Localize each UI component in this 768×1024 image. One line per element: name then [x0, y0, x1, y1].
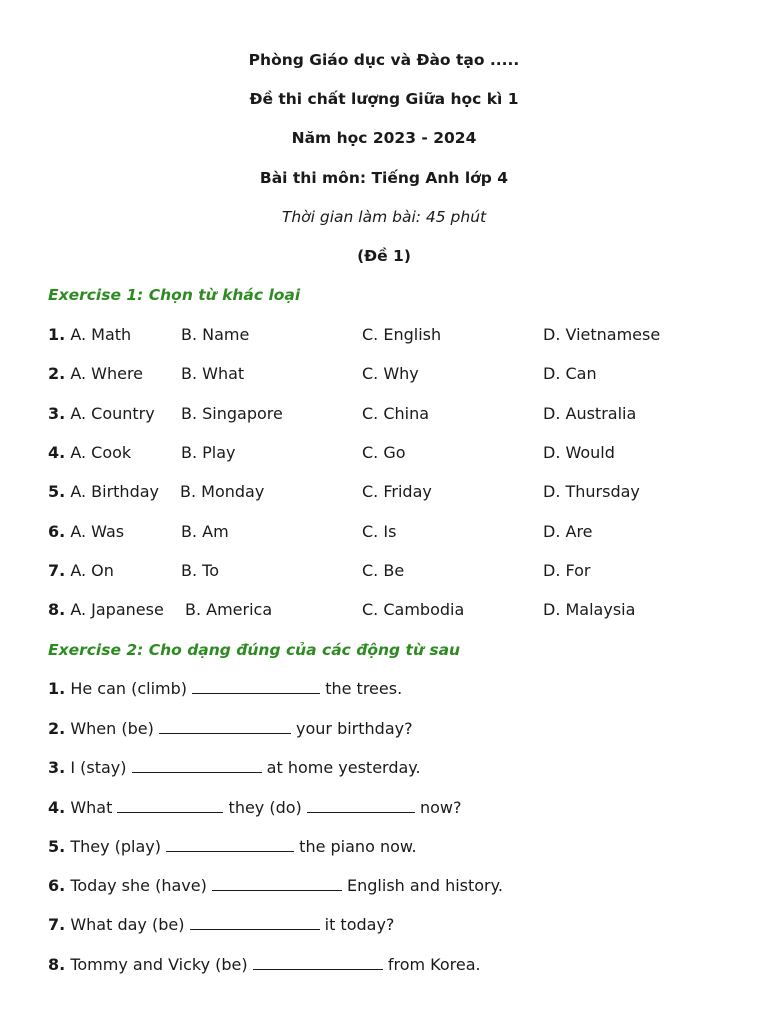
option-a-text: A. Math	[70, 325, 132, 344]
time-limit: Thời gian làm bài: 45 phút	[281, 208, 487, 226]
exercise-2-question	[0, 757, 768, 779]
exercise-1-question	[0, 324, 768, 346]
question-number: 6.	[48, 876, 66, 895]
option-a	[48, 403, 155, 425]
question-text-end: the piano now.	[299, 837, 417, 856]
question-text: They (play)	[70, 837, 161, 856]
answer-blank-2[interactable]	[307, 798, 415, 813]
question-number: 3.	[48, 758, 66, 777]
option-a	[48, 521, 124, 543]
answer-blank[interactable]	[159, 719, 291, 734]
answer-blank[interactable]	[192, 679, 320, 694]
option-a-text: A. Was	[70, 522, 125, 541]
question-line	[48, 954, 481, 976]
option-a	[48, 481, 159, 503]
exercise-2-question	[0, 718, 768, 740]
question-text-end: your birthday?	[296, 719, 413, 738]
answer-blank[interactable]	[132, 758, 262, 773]
question-text-end: at home yesterday.	[266, 758, 421, 777]
option-d: D. Australia	[543, 404, 637, 423]
question-line	[48, 718, 413, 740]
option-a-text: A. Where	[70, 364, 144, 383]
question-number: 3.	[48, 404, 66, 423]
exercise-2-title: Exercise 2: Cho dạng đúng của các động từ sau	[48, 641, 461, 659]
option-d: D. Would	[543, 443, 615, 462]
option-c: C. Is	[362, 522, 397, 541]
option-a-text: A. Country	[70, 404, 155, 423]
question-number: 6.	[48, 522, 66, 541]
exercise-2-question	[0, 954, 768, 976]
exercise-1-question	[0, 442, 768, 464]
option-d: D. Malaysia	[543, 600, 636, 619]
exam-version: (Đề 1)	[357, 247, 411, 265]
question-line	[48, 678, 402, 700]
question-text-end: from Korea.	[387, 955, 481, 974]
question-number: 2.	[48, 719, 66, 738]
option-c: C. Friday	[362, 482, 432, 501]
question-line	[48, 914, 394, 936]
option-b: B. America	[185, 600, 273, 619]
option-c: C. Cambodia	[362, 600, 465, 619]
exercise-1-question	[0, 599, 768, 621]
option-d: D. Vietnamese	[543, 325, 661, 344]
question-number: 1.	[48, 325, 66, 344]
question-number: 4.	[48, 443, 66, 462]
option-a	[48, 324, 131, 346]
answer-blank[interactable]	[190, 915, 320, 930]
exercise-1-question	[0, 481, 768, 503]
option-b: B. Monday	[180, 482, 265, 501]
question-number: 7.	[48, 915, 66, 934]
question-number: 2.	[48, 364, 66, 383]
option-b: B. Play	[181, 443, 236, 462]
exercise-1-question	[0, 560, 768, 582]
question-text: What	[70, 798, 113, 817]
option-b: B. Singapore	[181, 404, 283, 423]
option-d: D. Are	[543, 522, 593, 541]
question-line	[48, 757, 421, 779]
option-d: D. Thursday	[543, 482, 640, 501]
exercise-2-question	[0, 797, 768, 819]
question-text-end: now?	[419, 798, 462, 817]
question-text-end: English and history.	[347, 876, 503, 895]
question-number: 1.	[48, 679, 66, 698]
question-number: 8.	[48, 600, 66, 619]
school-year: Năm học 2023 - 2024	[291, 129, 477, 147]
option-b: B. Name	[181, 325, 250, 344]
question-number: 5.	[48, 482, 66, 501]
option-b: B. What	[181, 364, 245, 383]
department-heading: Phòng Giáo dục và Đào tạo .....	[248, 51, 520, 69]
question-text: Today she (have)	[70, 876, 207, 895]
question-text-middle: they (do)	[228, 798, 302, 817]
question-text: I (stay)	[70, 758, 127, 777]
option-a	[48, 363, 143, 385]
question-number: 8.	[48, 955, 66, 974]
answer-blank[interactable]	[166, 837, 294, 852]
exercise-2-question	[0, 914, 768, 936]
question-text: He can (climb)	[70, 679, 188, 698]
option-c: C. Why	[362, 364, 419, 383]
exercise-1-title: Exercise 1: Chọn từ khác loại	[48, 286, 301, 304]
option-a-text: A. Japanese	[70, 600, 164, 619]
exercise-1-question	[0, 363, 768, 385]
option-c: C. China	[362, 404, 430, 423]
question-text: When (be)	[70, 719, 154, 738]
question-text-end: the trees.	[325, 679, 403, 698]
option-a-text: A. Birthday	[70, 482, 159, 501]
question-line	[48, 797, 462, 819]
exercise-2-question	[0, 678, 768, 700]
option-a	[48, 599, 164, 621]
question-text: Tommy and Vicky (be)	[70, 955, 248, 974]
answer-blank[interactable]	[117, 798, 223, 813]
option-d: D. Can	[543, 364, 597, 383]
question-text: What day (be)	[70, 915, 185, 934]
option-a-text: A. On	[70, 561, 114, 580]
option-c: C. English	[362, 325, 442, 344]
answer-blank[interactable]	[253, 955, 383, 970]
option-a	[48, 442, 131, 464]
option-a-text: A. Cook	[70, 443, 132, 462]
exercise-2-question	[0, 836, 768, 858]
exercise-1-question	[0, 521, 768, 543]
question-number: 5.	[48, 837, 66, 856]
answer-blank[interactable]	[212, 876, 342, 891]
question-number: 7.	[48, 561, 66, 580]
option-d: D. For	[543, 561, 591, 580]
option-b: B. Am	[181, 522, 229, 541]
exam-title: Đề thi chất lượng Giữa học kì 1	[249, 90, 519, 108]
subject-line: Bài thi môn: Tiếng Anh lớp 4	[259, 169, 509, 187]
question-number: 4.	[48, 798, 66, 817]
exercise-2-question	[0, 875, 768, 897]
question-line	[48, 836, 417, 858]
question-line	[48, 875, 503, 897]
option-c: C. Go	[362, 443, 406, 462]
option-c: C. Be	[362, 561, 405, 580]
exercise-1-question	[0, 403, 768, 425]
question-text-end: it today?	[324, 915, 395, 934]
option-a	[48, 560, 114, 582]
option-b: B. To	[181, 561, 219, 580]
